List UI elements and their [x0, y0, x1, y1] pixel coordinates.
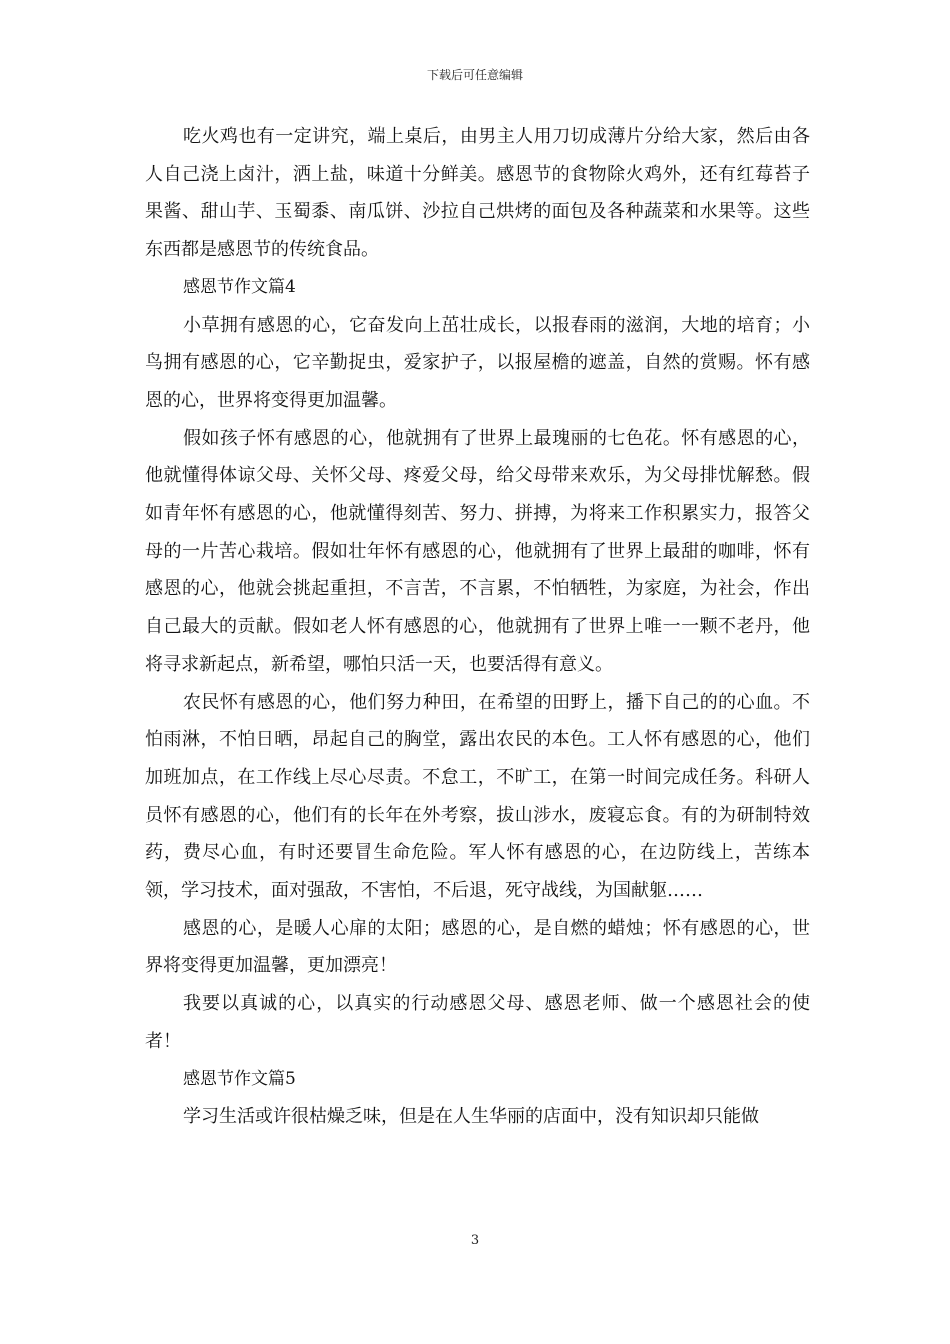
page-header: 下载后可任意编辑: [426, 68, 523, 82]
paragraph-grateful-heart: 感恩的心，是暖人心扉的太阳；感恩的心，是自燃的蜡烛；怀有感恩的心，世界将变得更加温馨，更加漂亮！: [145, 917, 810, 977]
document-body: [145, 118, 810, 1136]
page-number: 3: [470, 1233, 480, 1248]
paragraph-sincere-heart: 我要以真诚的心，以真实的行动感恩父母、感恩老师、做一个感恩社会的使者！: [145, 993, 810, 1052]
section-heading-5: 感恩节作文篇5: [183, 1068, 296, 1089]
paragraph-grass-bird: 小草拥有感恩的心，它奋发向上茁壮成长，以报春雨的滋润，大地的培育；小鸟拥有感恩的心，它辛勤捉虫，爱家护子，以报屋檐的遮盖，自然的赏赐。怀有感恩的心，世界将变得更加温馨。: [145, 314, 810, 411]
paragraph-professions: 农民怀有感恩的心，他们努力种田，在希望的田野上，播下自己的的心血。不怕雨淋，不怕日晒，昂起自己的胸堂，露出农民的本色。工人怀有感恩的心，他们加班加点，在工作线上尽心尽责。不怠工，不旷工，在第一时间完成任务。科研人员怀有感恩的心，他们有的长年在外考察，拔山涉水，废寝忘食。有的为研制特效药，费尽心血，有时还要冒生命危险。军人怀有感恩的心，在边防线上，苦练本领，学习技术，面对强敌，不害怕，不后退，死守战线，为国献躯……: [145, 691, 810, 902]
paragraph-study-life: 学习生活或许很枯燥乏味，但是在人生华丽的店面中，没有知识却只能做: [183, 1106, 759, 1128]
paragraph-life-stages: 假如孩子怀有感恩的心，他就拥有了世界上最瑰丽的七色花。怀有感恩的心，他就懂得体谅父母、关怀父母、疼爱父母，给父母带来欢乐，为父母排忧解愁。假如青年怀有感恩的心，他就懂得刻苦、努力、拼搏，为将来工作积累实力，报答父母的一片苦心栽培。假如壮年怀有感恩的心，他就拥有了世界上最甜的咖啡，怀有感恩的心，他就会挑起重担，不言苦，不言累，不怕牺牲，为家庭，为社会，作出自己最大的贡献。假如老人怀有感恩的心，他就拥有了世界上唯一一颗不老丹，他将寻求新起点，新希望，哪怕只活一天，也要活得有意义。: [145, 427, 810, 675]
section-heading-4: 感恩节作文篇4: [183, 276, 296, 297]
paragraph-turkey-food: 吃火鸡也有一定讲究，端上桌后，由男主人用刀切成薄片分给大家，然后由各人自己浇上卤汁，洒上盐，味道十分鲜美。感恩节的食物除火鸡外，还有红莓苔子果酱、甜山芋、玉蜀黍、南瓜饼、沙拉自己烘烤的面包及各种蔬菜和水果等。这些东西都是感恩节的传统食品。: [145, 126, 810, 261]
